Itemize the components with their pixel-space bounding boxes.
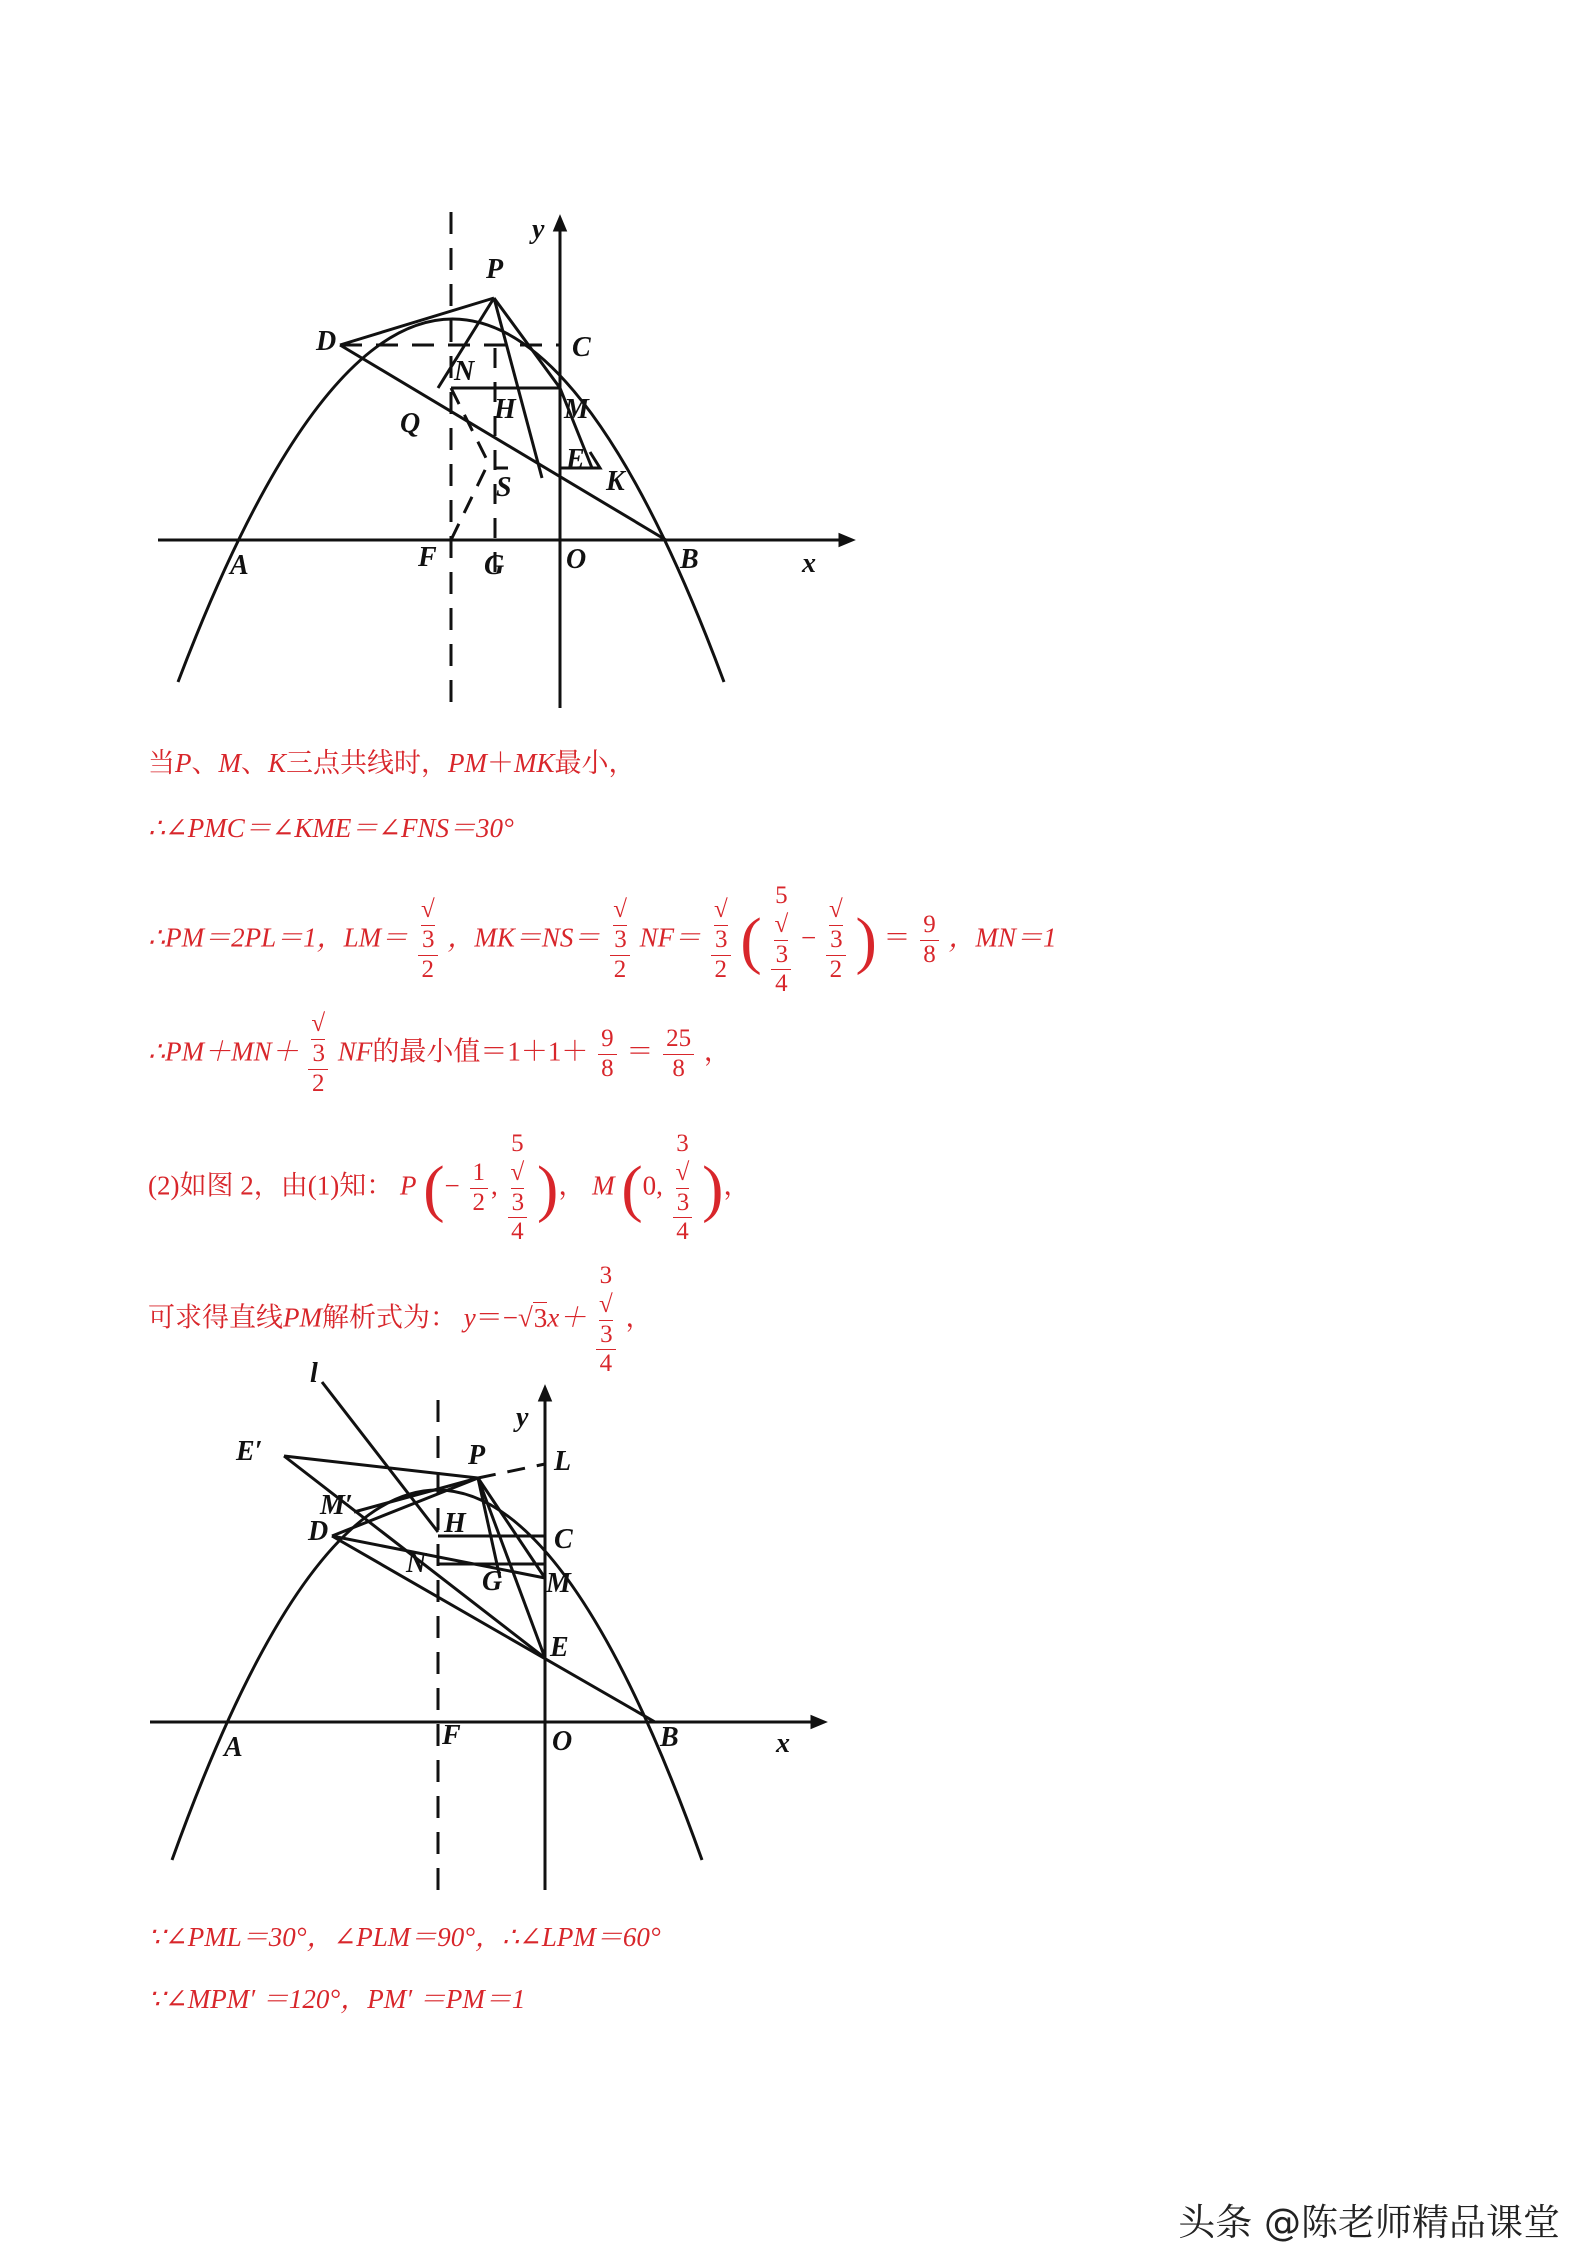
text-line-2: ∴∠PMC＝∠KME＝∠FNS＝30°	[148, 813, 514, 843]
label-G: G	[484, 550, 505, 581]
label-K: K	[606, 466, 625, 497]
segment-FS	[451, 468, 486, 540]
frac-5sqrt3-over-4: 5 √ 3 4	[771, 882, 791, 999]
frac-sqrt3-over-2: √ 3 2	[711, 896, 731, 984]
text-line-8: ∵∠MPM′ ＝120°，PM′ ＝PM＝1	[148, 1984, 526, 2014]
label-A: A	[224, 1732, 243, 1763]
segment-MprimeP	[354, 1478, 478, 1512]
watermark: 头条 @陈老师精品课堂	[1178, 2201, 1560, 2244]
label-H: H	[494, 394, 516, 425]
frac-1-over-2: $\frac{1}{2}$	[470, 1159, 489, 1218]
label-P: P	[468, 1440, 486, 1471]
segment-DB	[340, 345, 666, 540]
label-D: D	[308, 1516, 329, 1547]
label-O: O	[566, 544, 587, 575]
frac-3sqrt3-over-4: 3 √ 3 4	[596, 1262, 616, 1379]
frac-3sqrt3-over-4: 3 √ 3 4	[673, 1130, 693, 1247]
label-E: E	[550, 1632, 569, 1663]
label-l: l	[310, 1360, 318, 1389]
label-N: N	[406, 1548, 427, 1579]
segment-PL	[478, 1464, 545, 1478]
segment-PM	[494, 298, 560, 388]
label-H: H	[444, 1508, 466, 1539]
label-C: C	[572, 332, 591, 363]
label-L: L	[554, 1446, 572, 1477]
label-C: C	[554, 1524, 573, 1555]
figure-1-diagram	[0, 200, 1587, 720]
label-y: y	[532, 214, 545, 245]
frac-5sqrt3-over-4: 5 √ 3 4	[508, 1130, 528, 1247]
frac-sqrt3-over-2: √ 3 2	[610, 896, 630, 984]
label-M: M	[546, 1568, 571, 1599]
frac-sqrt3-over-2: √ 3 2	[418, 896, 438, 984]
label-E: E	[566, 444, 585, 475]
text-line-6: 可求得直线PM解析式为： y＝−√3x＋ 3 √ 3 4 ，	[148, 1262, 653, 1378]
frac-sqrt3-over-2: √ 3 2	[308, 1010, 328, 1098]
text-line-5: (2)如图 2，由(1)知： P (− $\frac{1}{2}$ , 5 √ 3 4 )， M (0, 3 √ 3 4 )，	[148, 1130, 751, 1246]
frac-25-over-8: $\frac{25}{8}$	[663, 1025, 694, 1084]
label-N: N	[454, 356, 475, 387]
frac-sqrt3-over-2: √ 3 2	[826, 896, 846, 984]
label-x: x	[802, 548, 816, 579]
text-line-3: ∴PM＝2PL＝1，LM＝ √ 3 2 ，MK＝NS＝ √ 3 2 NF＝ √ 3 2 ( 5 √ 3 4 − √ 3 2 ) ＝ $\frac{9}{8}$ ，MN＝1	[148, 882, 1057, 998]
label-M: M	[564, 394, 589, 425]
figure-2-diagram	[0, 1360, 1587, 1900]
label-Eprime: E′	[236, 1436, 263, 1467]
label-F: F	[442, 1720, 461, 1751]
label-S: S	[496, 472, 512, 503]
text-line-1: 当P、M、K三点共线时，PM＋MK最小，	[148, 748, 636, 778]
label-Mprime: M′	[320, 1490, 353, 1521]
label-G: G	[482, 1566, 503, 1597]
text-line-4: ∴PM＋MN＋ √ 3 2 NF的最小值＝1＋1＋ $\frac{9}{8}$ ＝ $\frac{25}{8}$ ，	[148, 1010, 731, 1097]
label-F: F	[418, 542, 437, 573]
text-line-7: ∵∠PML＝30°，∠PLM＝90°，∴∠LPM＝60°	[148, 1922, 661, 1952]
label-B: B	[660, 1722, 679, 1753]
frac-9-over-8: $\frac{9}{8}$	[920, 911, 939, 970]
label-x: x	[776, 1728, 790, 1759]
frac-9-over-8: $\frac{9}{8}$	[598, 1025, 617, 1084]
label-P: P	[486, 254, 504, 285]
label-A: A	[230, 550, 249, 581]
label-y: y	[516, 1402, 529, 1433]
label-B: B	[680, 544, 699, 575]
label-O: O	[552, 1726, 573, 1757]
label-Q: Q	[400, 408, 421, 439]
label-D: D	[316, 326, 337, 357]
